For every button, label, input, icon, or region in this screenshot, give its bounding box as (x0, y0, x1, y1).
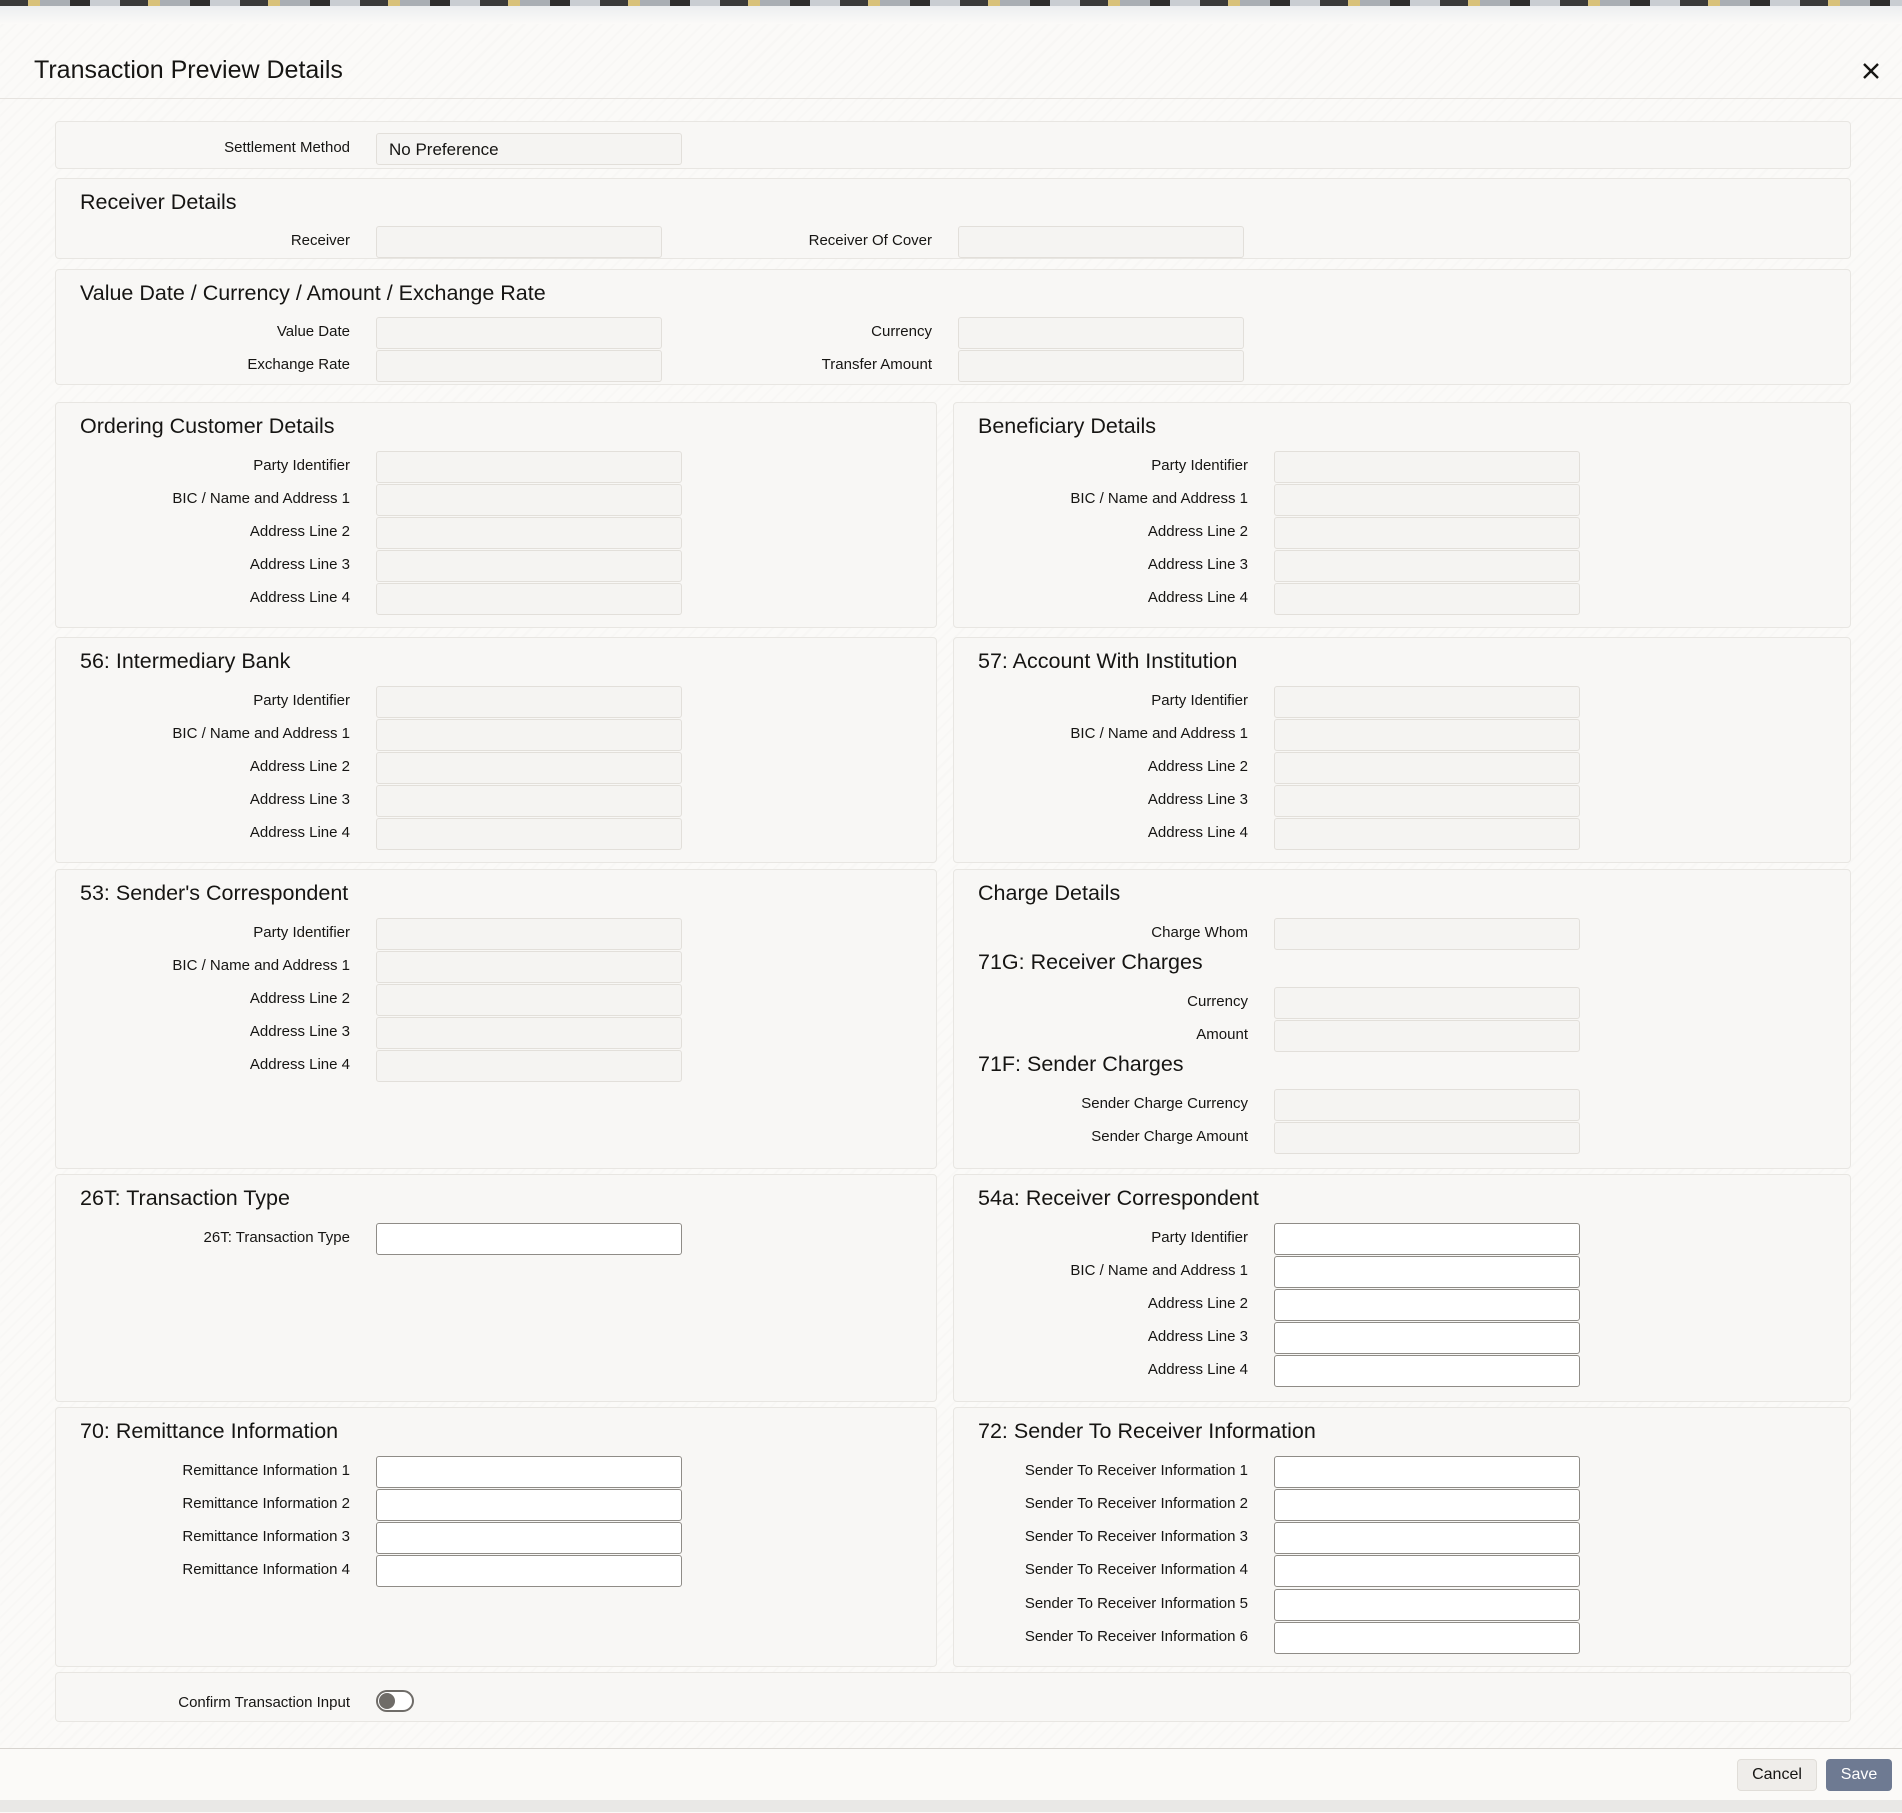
sender-to-receiver-title: 72: Sender To Receiver Information (978, 1419, 1316, 1443)
str-6-field[interactable] (1274, 1622, 1580, 1654)
receiver-correspondent-title: 54a: Receiver Correspondent (978, 1186, 1259, 1210)
sc-address-4-field[interactable] (376, 1050, 682, 1082)
str-2-label: Sender To Receiver Information 2 (1024, 1495, 1248, 1512)
awi-address-4-field[interactable] (1274, 818, 1580, 850)
sc-party-identifier-field[interactable] (376, 918, 682, 950)
intermediary-party-identifier-field[interactable] (376, 686, 682, 718)
exchange-rate-label: Exchange Rate (247, 356, 350, 373)
sc-party-identifier-label: Party Identifier (253, 924, 350, 941)
intermediary-address-4-field[interactable] (376, 818, 682, 850)
charge-whom-field[interactable] (1274, 918, 1580, 950)
settlement-method-field[interactable] (376, 133, 682, 165)
confirm-transaction-label: Confirm Transaction Input (178, 1694, 350, 1711)
toggle-knob (379, 1693, 395, 1709)
intermediary-bank-title: 56: Intermediary Bank (80, 649, 291, 673)
intermediary-bic-label: BIC / Name and Address 1 (172, 725, 350, 742)
intermediary-bic-field[interactable] (376, 719, 682, 751)
remittance-2-label: Remittance Information 2 (182, 1495, 350, 1512)
str-1-field[interactable] (1274, 1456, 1580, 1488)
dialog-title: Transaction Preview Details (34, 56, 343, 84)
rc-address-4-field[interactable] (1274, 1355, 1580, 1387)
beneficiary-address-4-field[interactable] (1274, 583, 1580, 615)
rc-address-4-label: Address Line 4 (1147, 1361, 1248, 1378)
intermediary-address-3-label: Address Line 3 (249, 791, 350, 808)
str-3-label: Sender To Receiver Information 3 (1024, 1528, 1248, 1545)
awi-address-4-label: Address Line 4 (1147, 824, 1248, 841)
transfer-amount-label: Transfer Amount (821, 356, 932, 373)
receiver-charges-currency-label: Currency (1187, 993, 1248, 1010)
value-date-field[interactable] (376, 317, 662, 349)
ordering-address-4-label: Address Line 4 (249, 589, 350, 606)
awi-address-3-label: Address Line 3 (1147, 791, 1248, 808)
receiver-charges-title: 71G: Receiver Charges (978, 950, 1203, 974)
receiver-charges-currency-field[interactable] (1274, 987, 1580, 1019)
rc-bic-label: BIC / Name and Address 1 (1070, 1262, 1248, 1279)
awi-bic-field[interactable] (1274, 719, 1580, 751)
charge-whom-label: Charge Whom (1151, 924, 1248, 941)
bottom-bar (0, 1800, 1902, 1812)
sc-address-3-label: Address Line 3 (249, 1023, 350, 1040)
rc-address-3-field[interactable] (1274, 1322, 1580, 1354)
beneficiary-address-3-label: Address Line 3 (1147, 556, 1248, 573)
ordering-address-2-field[interactable] (376, 517, 682, 549)
sender-charge-amount-field[interactable] (1274, 1122, 1580, 1154)
ordering-address-2-label: Address Line 2 (249, 523, 350, 540)
str-3-field[interactable] (1274, 1522, 1580, 1554)
beneficiary-bic-field[interactable] (1274, 484, 1580, 516)
receiver-charges-amount-field[interactable] (1274, 1020, 1580, 1052)
intermediary-address-2-field[interactable] (376, 752, 682, 784)
transaction-type-title: 26T: Transaction Type (80, 1186, 290, 1210)
sc-bic-field[interactable] (376, 951, 682, 983)
ordering-party-identifier-label: Party Identifier (253, 457, 350, 474)
receiver-label: Receiver (290, 232, 350, 249)
awi-bic-label: BIC / Name and Address 1 (1070, 725, 1248, 742)
remittance-4-label: Remittance Information 4 (182, 1561, 350, 1578)
value-date-section-title: Value Date / Currency / Amount / Exchange Rate (80, 281, 546, 305)
ordering-address-3-label: Address Line 3 (249, 556, 350, 573)
receiver-charges-amount-label: Amount (1196, 1026, 1248, 1043)
beneficiary-address-2-label: Address Line 2 (1147, 523, 1248, 540)
awi-party-identifier-label: Party Identifier (1151, 692, 1248, 709)
str-2-field[interactable] (1274, 1489, 1580, 1521)
transaction-type-field[interactable] (376, 1223, 682, 1255)
sender-charge-currency-label: Sender Charge Currency (1081, 1095, 1248, 1112)
remittance-3-label: Remittance Information 3 (182, 1528, 350, 1545)
currency-label: Currency (871, 323, 932, 340)
save-button[interactable]: Save (1826, 1759, 1892, 1791)
sender-charge-currency-field[interactable] (1274, 1089, 1580, 1121)
sc-address-4-label: Address Line 4 (249, 1056, 350, 1073)
beneficiary-address-3-field[interactable] (1274, 550, 1580, 582)
remittance-2-field[interactable] (376, 1489, 682, 1521)
beneficiary-title: Beneficiary Details (978, 414, 1157, 438)
ordering-customer-title: Ordering Customer Details (80, 414, 335, 438)
str-5-field[interactable] (1274, 1589, 1580, 1621)
value-date-label: Value Date (276, 323, 350, 340)
currency-field[interactable] (958, 317, 1244, 349)
str-6-label: Sender To Receiver Information 6 (1024, 1628, 1248, 1645)
ordering-address-3-field[interactable] (376, 550, 682, 582)
intermediary-address-3-field[interactable] (376, 785, 682, 817)
account-with-institution-title: 57: Account With Institution (978, 649, 1238, 673)
rc-party-identifier-label: Party Identifier (1151, 1229, 1248, 1246)
intermediary-address-2-label: Address Line 2 (249, 758, 350, 775)
sc-address-2-field[interactable] (376, 984, 682, 1016)
receiver-of-cover-field[interactable] (958, 226, 1244, 258)
senders-correspondent-title: 53: Sender's Correspondent (80, 881, 349, 905)
ordering-bic-field[interactable] (376, 484, 682, 516)
ordering-address-4-field[interactable] (376, 583, 682, 615)
ordering-bic-label: BIC / Name and Address 1 (172, 490, 350, 507)
remittance-3-field[interactable] (376, 1522, 682, 1554)
beneficiary-address-4-label: Address Line 4 (1147, 589, 1248, 606)
exchange-rate-field[interactable] (376, 350, 662, 382)
settlement-method-value: No Preference (389, 140, 499, 159)
remittance-1-label: Remittance Information 1 (182, 1462, 350, 1479)
sender-charges-title: 71F: Sender Charges (978, 1052, 1184, 1076)
receiver-of-cover-label: Receiver Of Cover (808, 232, 932, 249)
transaction-type-label: 26T: Transaction Type (203, 1229, 350, 1246)
rc-address-3-label: Address Line 3 (1147, 1328, 1248, 1345)
remittance-1-field[interactable] (376, 1456, 682, 1488)
beneficiary-party-identifier-field[interactable] (1274, 451, 1580, 483)
sc-address-3-field[interactable] (376, 1017, 682, 1049)
close-button[interactable] (1858, 58, 1884, 84)
beneficiary-party-identifier-label: Party Identifier (1151, 457, 1248, 474)
beneficiary-address-2-field[interactable] (1274, 517, 1580, 549)
cancel-button[interactable]: Cancel (1737, 1759, 1817, 1791)
str-4-label: Sender To Receiver Information 4 (1024, 1561, 1248, 1578)
rc-address-2-label: Address Line 2 (1147, 1295, 1248, 1312)
confirm-transaction-toggle[interactable] (376, 1690, 414, 1712)
intermediary-address-4-label: Address Line 4 (249, 824, 350, 841)
awi-party-identifier-field[interactable] (1274, 686, 1580, 718)
charge-details-title: Charge Details (978, 881, 1121, 905)
str-5-label: Sender To Receiver Information 5 (1024, 1595, 1248, 1612)
awi-address-2-label: Address Line 2 (1147, 758, 1248, 775)
sc-bic-label: BIC / Name and Address 1 (172, 957, 350, 974)
str-1-label: Sender To Receiver Information 1 (1024, 1462, 1248, 1479)
sender-charge-amount-label: Sender Charge Amount (1091, 1128, 1248, 1145)
beneficiary-bic-label: BIC / Name and Address 1 (1070, 490, 1248, 507)
ordering-party-identifier-field[interactable] (376, 451, 682, 483)
str-4-field[interactable] (1274, 1555, 1580, 1587)
intermediary-party-identifier-label: Party Identifier (253, 692, 350, 709)
rc-party-identifier-field[interactable] (1274, 1223, 1580, 1255)
close-icon (1858, 58, 1884, 84)
header-fade (0, 6, 1902, 24)
transfer-amount-field[interactable] (958, 350, 1244, 382)
remittance-4-field[interactable] (376, 1555, 682, 1587)
rc-address-2-field[interactable] (1274, 1289, 1580, 1321)
sc-address-2-label: Address Line 2 (249, 990, 350, 1007)
remittance-title: 70: Remittance Information (80, 1419, 339, 1443)
settlement-method-label: Settlement Method (224, 139, 350, 156)
awi-address-2-field[interactable] (1274, 752, 1580, 784)
awi-address-3-field[interactable] (1274, 785, 1580, 817)
receiver-details-title: Receiver Details (80, 190, 237, 214)
rc-bic-field[interactable] (1274, 1256, 1580, 1288)
receiver-field[interactable] (376, 226, 662, 258)
